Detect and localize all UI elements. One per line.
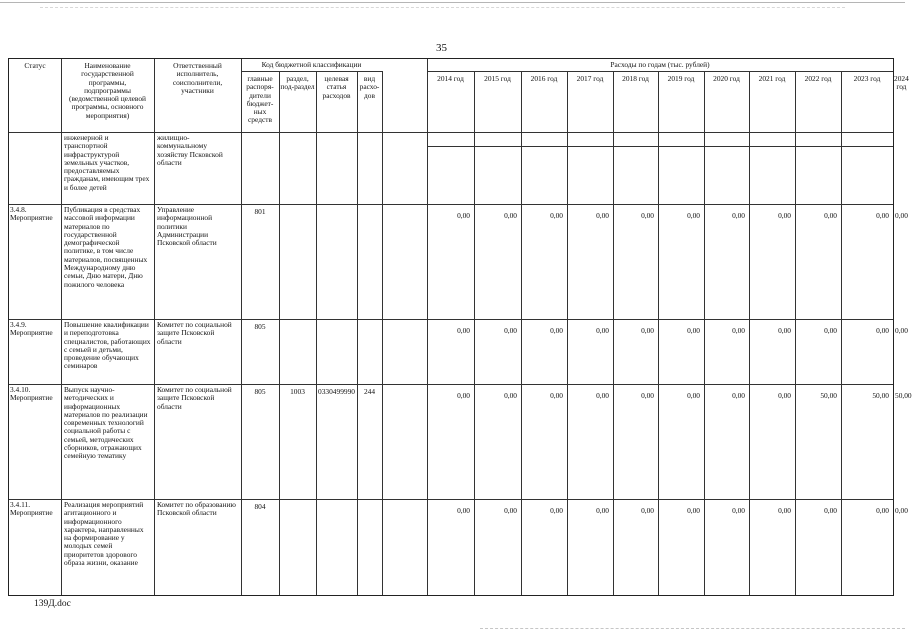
header-year: 2023 год	[853, 74, 881, 83]
table-vertical-rule	[704, 71, 705, 595]
header-year: 2021 год	[758, 74, 786, 83]
table-horizontal-rule	[9, 132, 893, 133]
header-year: 2014 год	[437, 74, 464, 83]
header-budget-col: вид расхо-дов	[359, 74, 380, 100]
footer-filename: 139Д.doc	[34, 599, 71, 609]
header-year: 2015 год	[484, 74, 511, 83]
row-year-value: 0,00	[641, 211, 654, 220]
row-year-value: 0,00	[778, 326, 791, 335]
row-razdel: 1003	[290, 387, 305, 396]
row-year-value: 0,00	[457, 391, 470, 400]
row-csr	[317, 208, 356, 218]
table-horizontal-rule	[9, 384, 893, 385]
row-status: 3.4.8. Мероприятие	[10, 205, 53, 223]
row-year-value	[843, 140, 889, 150]
row-year-value: 0,00	[457, 211, 470, 220]
row-executor: жилищно-коммунальному хозяйству Псковской области	[157, 133, 223, 167]
row-year-value: 0,00	[732, 326, 745, 335]
row-year-value: 0,00	[504, 211, 517, 220]
table-vertical-rule	[61, 59, 62, 595]
row-year-value: 0,00	[596, 506, 609, 515]
scan-bottom-edge	[480, 628, 905, 629]
header-budget-group: Код бюджетной классификации	[261, 60, 362, 69]
table-vertical-rule	[613, 71, 614, 595]
row-csr	[317, 503, 356, 513]
table-horizontal-rule	[241, 71, 382, 72]
row-year-value: 0,00	[457, 326, 470, 335]
row-year-value: 0,00	[596, 211, 609, 220]
page-number: 35	[436, 42, 447, 54]
row-year-value: 0,00	[687, 391, 700, 400]
row-year-value: 0,00	[504, 391, 517, 400]
row-year-value: 0,00	[778, 391, 791, 400]
row-grbs: 805	[254, 322, 266, 331]
table-vertical-rule	[795, 71, 796, 595]
row-year-value: 0,00	[824, 211, 837, 220]
row-year-value: 0,00	[457, 506, 470, 515]
row-year-value: 0,00	[895, 211, 908, 220]
row-csr: 0330499990	[318, 387, 355, 396]
header-budget-col: целевая статья расходов	[322, 74, 351, 100]
row-grbs: 805	[254, 387, 266, 396]
table-vertical-rule	[154, 59, 155, 595]
row-year-value: 0,00	[641, 326, 654, 335]
row-vr	[358, 208, 381, 218]
scan-top-edge	[0, 2, 905, 13]
header-budget-col: главные распоря-дители бюджет-ных средств	[246, 74, 274, 125]
row-year-value: 0,00	[778, 506, 791, 515]
row-status: 3.4.10. Мероприятие	[10, 385, 53, 403]
table-vertical-rule	[658, 71, 659, 595]
row-grbs	[243, 136, 277, 146]
row-year-value	[660, 140, 700, 150]
row-vr	[358, 136, 381, 146]
row-year-value: 0,00	[778, 211, 791, 220]
header-year: 2016 год	[530, 74, 558, 83]
row-name: Выпуск научно-методических и информационных материалов по реализации современных технологий социальной работы с семьей, методических сборников, отражающих семейную тематику	[64, 385, 148, 461]
row-year-value: 0,00	[550, 211, 563, 220]
row-grbs: 804	[254, 502, 266, 511]
row-year-value: 0,00	[641, 506, 654, 515]
header-executor: Ответственный исполнитель, соисполнители, участники	[172, 61, 223, 95]
row-year-value: 0,00	[504, 506, 517, 515]
table-horizontal-rule	[427, 71, 893, 72]
table-vertical-rule	[279, 71, 280, 595]
header-year: 2018 год	[622, 74, 649, 83]
row-year-value: 50,00	[895, 391, 912, 400]
row-year-value: 0,00	[732, 211, 745, 220]
table-horizontal-rule	[9, 204, 893, 205]
header-year: 2024 год	[894, 74, 909, 92]
row-status	[10, 134, 60, 203]
table-vertical-rule	[241, 59, 242, 595]
row-name: Публикация в средствах массовой информации материалов по государственной демографической политике, в том числе материалов, посвященных Международному дню семьи, Дню матери, Дню пожилого человека	[64, 205, 148, 289]
row-razdel	[280, 503, 315, 513]
budget-table	[8, 58, 912, 596]
row-csr	[317, 136, 356, 146]
row-year-value: 0,00	[641, 391, 654, 400]
row-year-value: 0,00	[596, 391, 609, 400]
row-status: 3.4.11. Мероприятие	[10, 500, 53, 518]
table-vertical-rule	[749, 71, 750, 595]
row-razdel	[280, 136, 315, 146]
row-executor: Комитет по образованию Псковской области	[157, 500, 236, 518]
row-year-value: 0,00	[732, 506, 745, 515]
row-executor: Управление информационной политики Администрации Псковской области	[157, 205, 217, 248]
header-expenses-group: Расходы по годам (тыс. рублей)	[610, 60, 710, 69]
header-budget-col: раздел, под-раздел	[280, 74, 315, 92]
row-year-value: 0,00	[550, 391, 563, 400]
row-csr	[317, 323, 356, 333]
row-name: Реализация мероприятий агитационного и информационного характера, направленных на формирование у молодых семей приоритетов здорового образа жизни, оказание	[64, 500, 144, 568]
row-year-value: 0,00	[876, 506, 889, 515]
header-year: 2022 год	[804, 74, 832, 83]
row-year-value: 0,00	[876, 211, 889, 220]
row-vr	[358, 503, 381, 513]
row-status: 3.4.9. Мероприятие	[10, 320, 53, 338]
row-year-value: 0,00	[824, 326, 837, 335]
row-year-value	[706, 140, 745, 150]
header-year: 2019 год	[667, 74, 695, 83]
row-year-value: 0,00	[895, 326, 908, 335]
row-year-value	[429, 140, 470, 150]
row-name: инженерной и транспортной инфраструктурой земельных участков, предоставляемых гражданам, имеющим трех и более детей	[64, 133, 150, 192]
row-executor: Комитет по социальной защите Псковской области	[157, 385, 232, 411]
header-status: Статус	[24, 61, 46, 70]
table-vertical-rule	[357, 71, 358, 595]
table-vertical-rule	[567, 71, 568, 595]
header-year: 2017 год	[576, 74, 604, 83]
row-year-value: 0,00	[596, 326, 609, 335]
row-year-value: 0,00	[732, 391, 745, 400]
row-year-value: 0,00	[504, 326, 517, 335]
header-name: Наименование государственной программы, подпрограммы (ведомственной целевой программы, основного мероприятия)	[68, 61, 147, 120]
row-year-value: 0,00	[895, 506, 908, 515]
row-year-value	[797, 140, 837, 150]
row-razdel	[280, 323, 315, 333]
row-year-value: 0,00	[824, 506, 837, 515]
row-year-value: 0,00	[687, 211, 700, 220]
row-vr: 244	[363, 387, 376, 396]
row-executor: Комитет по социальной защите Псковской области	[157, 320, 232, 346]
table-vertical-rule	[427, 59, 428, 595]
header-year: 2020 год	[713, 74, 740, 83]
row-year-value	[476, 140, 517, 150]
row-year-value	[523, 140, 563, 150]
row-year-value: 0,00	[550, 506, 563, 515]
row-name: Повышение квалификации и переподготовка специалистов, работающих с семьей и детьми, проведение обучающих семинаров	[64, 320, 151, 371]
table-vertical-rule	[521, 71, 522, 595]
row-vr	[358, 323, 381, 333]
row-year-value: 50,00	[820, 391, 837, 400]
row-year-value	[569, 140, 609, 150]
table-vertical-rule	[382, 71, 383, 595]
row-year-value: 0,00	[876, 326, 889, 335]
row-year-value	[751, 140, 791, 150]
table-vertical-rule	[841, 71, 842, 595]
table-vertical-rule	[474, 71, 475, 595]
row-year-value	[615, 140, 654, 150]
row-year-value: 0,00	[687, 326, 700, 335]
table-vertical-rule	[316, 71, 317, 595]
row-year-value: 0,00	[550, 326, 563, 335]
row-grbs: 801	[254, 207, 266, 216]
row-year-value: 0,00	[687, 506, 700, 515]
row-razdel	[280, 208, 315, 218]
row-year-value: 50,00	[872, 391, 889, 400]
